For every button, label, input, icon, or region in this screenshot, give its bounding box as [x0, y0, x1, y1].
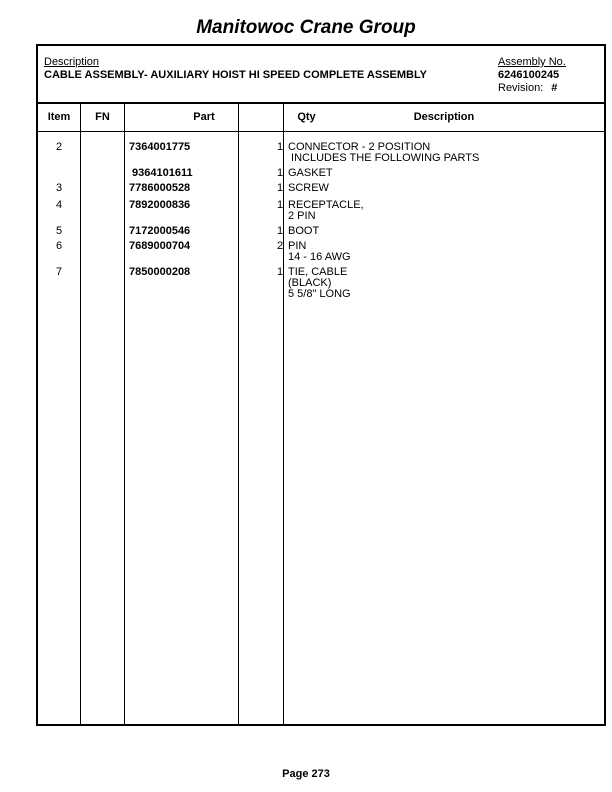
part-number: 7850000208 — [129, 266, 191, 278]
assembly-number-label: Assembly No. — [498, 56, 566, 68]
description-line: PIN — [288, 240, 307, 252]
description-line: 5 5/8" LONG — [288, 288, 351, 300]
item-number: 5 — [55, 225, 63, 237]
description-line: SCREW — [288, 182, 329, 194]
part-description — [288, 267, 588, 300]
page-title: Manitowoc Crane Group — [196, 17, 416, 38]
description-line: 2 PIN — [288, 210, 316, 222]
table-row — [38, 168, 604, 179]
description-line: BOOT — [288, 225, 320, 237]
part-number: 7364001775 — [129, 141, 191, 153]
quantity: 1 — [276, 167, 284, 179]
table-row — [38, 142, 604, 164]
description-line: GASKET — [288, 167, 333, 179]
table-row — [38, 200, 604, 222]
column-header-qty: Qty — [297, 111, 316, 123]
description-line: 14 - 16 AWG — [288, 251, 351, 263]
page-number: Page 273 — [282, 768, 330, 780]
part-description — [288, 226, 588, 237]
part-number: 7689000704 — [129, 240, 191, 252]
description-line: (BLACK) — [288, 277, 332, 289]
quantity: 1 — [276, 141, 284, 153]
column-header-row — [38, 104, 604, 132]
description-line: INCLUDES THE FOLLOWING PARTS — [288, 152, 480, 164]
item-number: 2 — [55, 141, 63, 153]
item-number: 6 — [55, 240, 63, 252]
table-row — [38, 226, 604, 237]
quantity: 2 — [276, 240, 284, 252]
description-line: TIE, CABLE — [288, 266, 348, 278]
item-number: 4 — [55, 199, 63, 211]
parts-table-body — [38, 142, 604, 300]
column-header-description: Description — [413, 111, 475, 123]
assembly-number-value: 6246100245 — [498, 69, 560, 81]
part-description — [288, 183, 588, 194]
column-header-part: Part — [193, 111, 215, 123]
part-number: 7892000836 — [129, 199, 191, 211]
part-description — [288, 200, 588, 222]
description-line: RECEPTACLE, — [288, 199, 364, 211]
column-header-item: Item — [47, 111, 71, 123]
table-row — [38, 183, 604, 194]
description-label: Description — [44, 56, 100, 68]
table-row — [38, 241, 604, 263]
revision — [498, 82, 557, 95]
quantity: 1 — [276, 225, 284, 237]
item-number: 7 — [55, 266, 63, 278]
column-header-fn: FN — [95, 111, 110, 123]
assembly-header — [38, 46, 604, 104]
quantity: 1 — [276, 266, 284, 278]
revision-label: Revision: — [498, 82, 544, 94]
description-line: CONNECTOR - 2 POSITION — [288, 141, 431, 153]
part-description — [288, 241, 588, 263]
item-number: 3 — [55, 182, 63, 194]
part-number: 7786000528 — [129, 182, 191, 194]
part-description — [288, 168, 588, 179]
quantity: 1 — [276, 199, 284, 211]
part-description — [288, 142, 588, 164]
part-number: 9364101611 — [129, 167, 193, 179]
revision-value: # — [551, 82, 558, 94]
description-value: CABLE ASSEMBLY- AUXILIARY HOIST HI SPEED COMPLETE ASSEMBLY — [44, 69, 428, 81]
part-number: 7172000546 — [129, 225, 191, 237]
quantity: 1 — [276, 182, 284, 194]
table-row — [38, 267, 604, 300]
parts-list-frame — [36, 44, 606, 726]
